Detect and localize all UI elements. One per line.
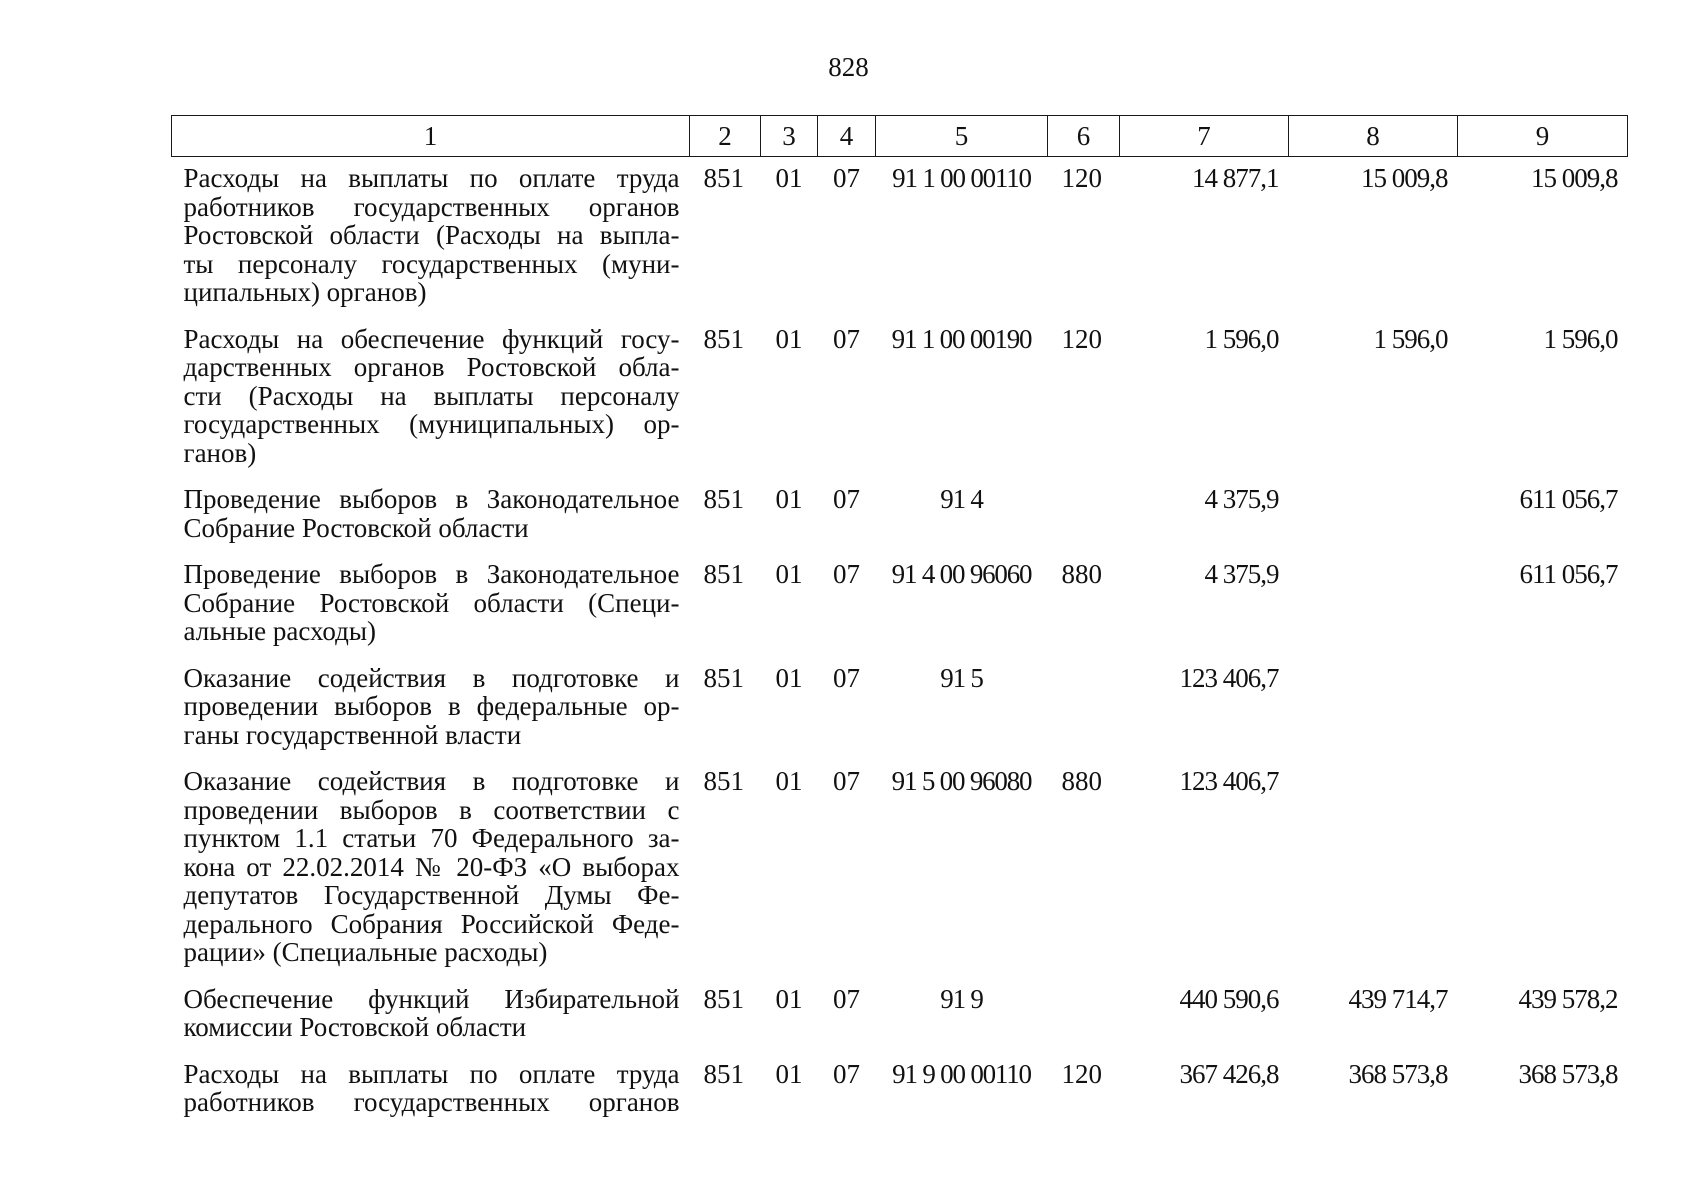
- cell-target-article: 91 5: [940, 662, 983, 693]
- cell-ministry-code: 851: [703, 662, 744, 693]
- cell-item-name: [172, 758, 690, 976]
- table-row: [172, 976, 1628, 1051]
- cell-expense-type: [1048, 655, 1120, 759]
- cell-amount-year-1: 123 406,7: [1179, 766, 1279, 796]
- item-name-line: проведении выборов в федеральные ор-: [183, 691, 680, 721]
- cell-section: 01: [775, 1058, 803, 1089]
- cell-target-article: 91 9 00 00110: [892, 1058, 1031, 1089]
- cell-section: 01: [775, 766, 803, 796]
- item-name-line: Ростовской области (Расходы на выпла-: [183, 220, 680, 250]
- cell-expense-type: [1048, 476, 1120, 551]
- item-name-line: Обеспечение функций Избирательной: [183, 983, 680, 1014]
- cell-ministry-code: 851: [703, 484, 744, 514]
- item-name-line: Собрание Ростовской области: [183, 512, 529, 543]
- cell-item-name: [172, 551, 690, 655]
- cell-item-name: [172, 976, 690, 1051]
- cell-amount-year-2: [1289, 655, 1458, 759]
- table-row: [172, 1051, 1628, 1126]
- cell-amount-year-2: [1289, 758, 1458, 976]
- table-row: [172, 758, 1628, 976]
- item-name-line: дарственных органов Ростовской обла-: [183, 352, 680, 382]
- cell-amount-year-3: 15 009,8: [1531, 163, 1618, 193]
- cell-target-article: 91 4: [940, 484, 983, 514]
- table-row: [172, 157, 1628, 316]
- cell-subsection: 07: [833, 662, 860, 693]
- cell-item-name: [172, 655, 690, 759]
- cell-subsection: 07: [833, 766, 860, 796]
- cell-amount-year-1: 14 877,1: [1192, 163, 1279, 193]
- cell-section: 01: [775, 484, 803, 514]
- cell-amount-year-3: 611 056,7: [1519, 484, 1618, 514]
- item-name-line: дерального Собрания Российской Феде-: [183, 908, 680, 939]
- cell-section: 01: [775, 662, 803, 693]
- item-name-line: Расходы на обеспечение функций госу-: [183, 323, 680, 354]
- cell-ministry-code: 851: [703, 559, 744, 589]
- cell-subsection: 07: [833, 163, 860, 193]
- cell-ministry-code: 851: [703, 1058, 744, 1089]
- table-row: [172, 316, 1628, 477]
- cell-amount-year-2: 15 009,8: [1361, 163, 1448, 193]
- cell-target-article: 91 9: [940, 983, 983, 1014]
- item-name-line: альные расходы): [183, 616, 377, 646]
- item-name-line: рации» (Специальные расходы): [183, 937, 548, 967]
- header-col-8: 8: [1289, 116, 1458, 157]
- cell-item-name: [172, 157, 690, 316]
- cell-amount-year-1: 123 406,7: [1179, 662, 1279, 693]
- cell-amount-year-3: [1458, 758, 1628, 976]
- header-col-6: 6: [1048, 116, 1120, 157]
- item-name-line: Проведение выборов в Законодательное: [183, 559, 680, 589]
- item-name-line: сти (Расходы на выплаты персоналу: [183, 380, 680, 411]
- item-name-line: депутатов Государственной Думы Фе-: [183, 880, 680, 910]
- cell-amount-year-2: [1289, 476, 1458, 551]
- header-col-4: 4: [818, 116, 876, 157]
- cell-amount-year-3: [1458, 655, 1628, 759]
- cell-ministry-code: 851: [703, 766, 744, 796]
- cell-amount-year-1: 4 375,9: [1204, 559, 1279, 589]
- header-col-2: 2: [690, 116, 761, 157]
- cell-target-article: 91 5 00 96080: [891, 766, 1032, 796]
- cell-item-name: [172, 1051, 690, 1126]
- cell-amount-year-1: 440 590,6: [1179, 983, 1279, 1014]
- cell-ministry-code: 851: [703, 163, 744, 193]
- item-name-line: ганов): [183, 437, 257, 468]
- cell-expense-type: 880: [1061, 766, 1102, 796]
- item-name-line: ганы государственной власти: [183, 719, 522, 750]
- item-name-line: Расходы на выплаты по оплате труда: [183, 163, 680, 193]
- table-row: [172, 476, 1628, 551]
- cell-amount-year-3: 439 578,2: [1518, 983, 1618, 1014]
- table-body: [172, 157, 1628, 1126]
- cell-section: 01: [775, 323, 803, 354]
- item-name-line: ты персоналу государственных (муни-: [183, 248, 680, 279]
- cell-amount-year-3: 1 596,0: [1543, 323, 1618, 354]
- cell-ministry-code: 851: [703, 983, 744, 1014]
- header-row: [172, 116, 1628, 157]
- table-row: [172, 655, 1628, 759]
- cell-target-article: 91 4 00 96060: [891, 559, 1032, 589]
- cell-section: 01: [775, 163, 803, 193]
- item-name-line: работников государственных органов: [183, 1087, 680, 1117]
- header-col-7: 7: [1120, 116, 1289, 157]
- item-name-line: кона от 22.02.2014 № 20-ФЗ «О выборах: [183, 851, 680, 882]
- table-header: [172, 116, 1628, 157]
- header-col-5: 5: [876, 116, 1048, 157]
- cell-section: 01: [775, 983, 803, 1014]
- cell-expense-type: 880: [1061, 559, 1102, 589]
- page-number: 828: [828, 52, 869, 82]
- cell-expense-type: 120: [1061, 323, 1102, 354]
- header-col-1: 1: [172, 116, 690, 157]
- cell-amount-year-2: [1289, 551, 1458, 655]
- item-name-line: ципальных) органов): [183, 277, 427, 307]
- item-name-line: комиссии Ростовской области: [183, 1012, 527, 1042]
- cell-subsection: 07: [833, 323, 860, 354]
- item-name-line: Расходы на выплаты по оплате труда: [183, 1058, 680, 1089]
- item-name-line: Оказание содействия в подготовке и: [183, 662, 680, 693]
- cell-amount-year-2: 439 714,7: [1348, 983, 1448, 1014]
- cell-amount-year-1: 4 375,9: [1204, 484, 1279, 514]
- cell-amount-year-1: 1 596,0: [1204, 323, 1279, 354]
- cell-section: 01: [775, 559, 803, 589]
- cell-subsection: 07: [833, 983, 860, 1014]
- cell-amount-year-3: 368 573,8: [1518, 1058, 1618, 1089]
- item-name-line: проведении выборов в соответствии с: [183, 794, 680, 825]
- budget-table: [171, 115, 1628, 1126]
- cell-amount-year-3: 611 056,7: [1519, 559, 1618, 589]
- item-name-line: работников государственных органов: [183, 191, 680, 222]
- item-name-line: Собрание Ростовской области (Специ-: [183, 587, 680, 618]
- cell-item-name: [172, 476, 690, 551]
- cell-subsection: 07: [833, 484, 860, 514]
- table-row: [172, 551, 1628, 655]
- cell-amount-year-1: 367 426,8: [1179, 1058, 1279, 1089]
- cell-amount-year-2: 1 596,0: [1373, 323, 1448, 354]
- cell-expense-type: [1048, 976, 1120, 1051]
- item-name-line: государственных (муниципальных) ор-: [183, 409, 680, 439]
- cell-ministry-code: 851: [703, 323, 744, 354]
- item-name-line: Проведение выборов в Законодательное: [183, 484, 680, 514]
- cell-amount-year-2: 368 573,8: [1348, 1058, 1448, 1089]
- cell-expense-type: 120: [1061, 1058, 1102, 1089]
- cell-item-name: [172, 316, 690, 477]
- item-name-line: пунктом 1.1 статьи 70 Федерального за-: [183, 823, 680, 853]
- cell-target-article: 91 1 00 00190: [891, 323, 1032, 354]
- cell-subsection: 07: [833, 1058, 860, 1089]
- header-col-3: 3: [761, 116, 818, 157]
- cell-subsection: 07: [833, 559, 860, 589]
- cell-expense-type: 120: [1061, 163, 1102, 193]
- item-name-line: Оказание содействия в подготовке и: [183, 766, 680, 796]
- cell-target-article: 91 1 00 00110: [892, 163, 1031, 193]
- header-col-9: 9: [1458, 116, 1628, 157]
